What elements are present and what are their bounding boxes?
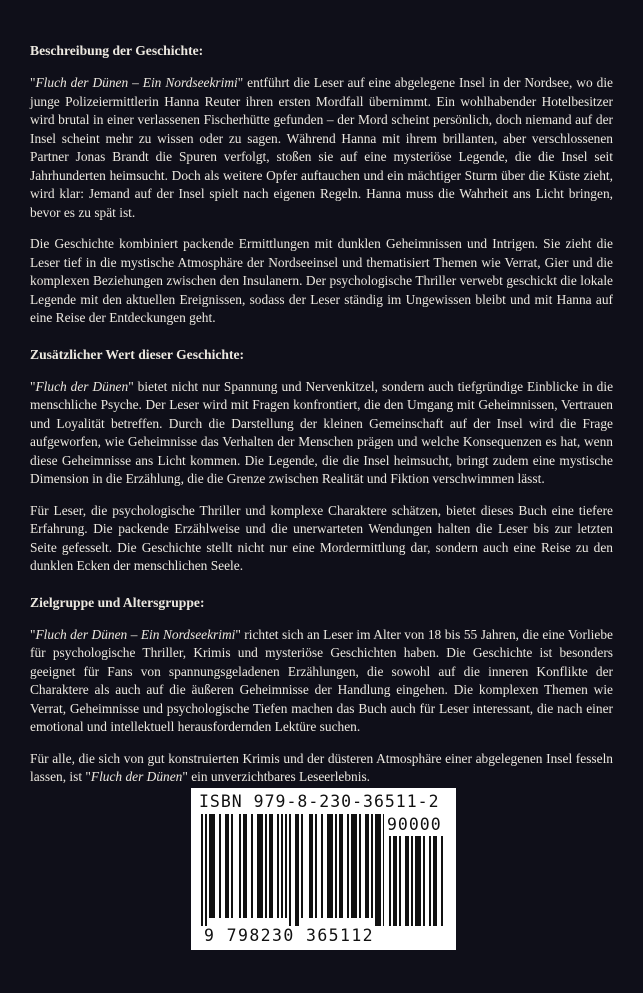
barcode-bar xyxy=(301,814,303,918)
addon-barcode xyxy=(387,836,449,931)
description-paragraph-2: Die Geschichte kombiniert packende Ermittlungen mit dunklen Geheimnissen und Intrigen. Sie zieht die Leser tief in die mystische Atmosphäre der Nordseeinsel und thematisiert Themen wie Verrat, Gier und die komplexen Beziehungen zwischen den Insulanern. Der psychologische Thriller verwebt geschickt die lokale Legende mit den aktuellen Ereignissen, sodass der Leser ständig im Ungewissen bleibt und mit Hanna auf eine Reise der Entdeckungen geht. xyxy=(30,236,613,325)
barcode-bar xyxy=(423,836,425,926)
barcode-bar xyxy=(433,836,437,926)
barcode-bar xyxy=(429,836,431,926)
barcode-bar xyxy=(243,814,247,918)
price-code: 90000 xyxy=(387,815,442,834)
section-heading-value: Zusätzlicher Wert dieser Geschichte: xyxy=(30,346,245,362)
barcode-bar xyxy=(415,836,421,926)
barcode-bar xyxy=(335,814,337,918)
description-paragraph-1: "Fluch der Dünen – Ein Nordseekrimi" entführt die Leser auf eine abgelegene Insel in der Nordsee, wo die junge Polizeiermittlerin Hanna Reuter ihren ersten Mordfall übernimmt. Ein wohlhabender Hotelbesitzer wird brutal in einer verlassenen Fischerhütte gefunden – der Mord scheint persönlich, doch niemand auf der Insel scheint mehr zu wissen oder zu sagen. Während Hanna mit ihrem brillanten, aber verschlossenen Partner Jonas Brandt die Spuren verfolgt, stoßen sie auf eine mysteriöse Legende, die die Insel seit Jahrhunderten heimsucht. Doch als weitere Opfer auftauchen und ein mächtiger Sturm über die Küste zieht, wird klar: Jemand auf der Insel spielt nach eigenen Regeln. Hanna muss die Wahrheit ans Licht bringen, bevor es zu spät ist. xyxy=(30,75,613,220)
barcode-bar xyxy=(347,814,349,918)
barcode-bar xyxy=(269,814,273,918)
section-heading-description: Beschreibung der Geschichte: xyxy=(30,43,204,58)
barcode-bar xyxy=(441,836,443,926)
barcode-bar xyxy=(339,814,343,918)
book-title: Fluch der Dünen – Ein Nordseekrimi xyxy=(35,626,236,642)
barcode-bar xyxy=(281,814,283,918)
barcode-bar xyxy=(277,814,279,918)
barcode-bar xyxy=(295,814,299,926)
barcode-bar xyxy=(205,814,207,926)
barcode-bar xyxy=(375,814,381,926)
section-heading-audience: Zielgruppe und Altersgruppe: xyxy=(30,594,205,610)
barcode-bar xyxy=(225,814,229,918)
barcode-bar xyxy=(321,814,323,918)
isbn-label: ISBN 979-8-230-36511-2 xyxy=(199,792,440,811)
barcode-bar xyxy=(239,814,241,918)
barcode-bar xyxy=(389,836,391,926)
barcode-bar xyxy=(265,814,267,918)
barcode-bar xyxy=(231,814,233,918)
ean-digits: 9 798230 365112 xyxy=(203,926,374,945)
barcode-bar xyxy=(383,814,384,926)
barcode-bar xyxy=(393,836,397,926)
barcode-bar xyxy=(359,814,361,918)
barcode-bar xyxy=(219,814,221,918)
barcode-bar xyxy=(411,836,413,926)
barcode-bar xyxy=(365,814,369,918)
audience-paragraph-1: "Fluch der Dünen – Ein Nordseekrimi" richtet sich an Leser im Alter von 18 bis 55 Jahren, die eine Vorliebe für psychologische Thriller, Krimis und mysteriöse Geschichten haben. Die Geschichte ist besonders geeignet für Fans von spannungsgeladenen Erzählungen, die sowohl auf die inneren Konflikte der Charaktere als auch auf die äußeren Geheimnisse der Handlung eingehen. Die komplexen Themen wie Verrat, Geheimnisse und psychologische Tiefen machen das Buch auch für Leser interessant, die nach einer emotional und intellektuell herausfordernden Lektüre suchen. xyxy=(30,626,613,734)
blurb-text xyxy=(30,42,613,800)
barcode-bar xyxy=(405,836,409,926)
book-title: Fluch der Dünen – Ein Nordseekrimi xyxy=(35,75,238,90)
book-title: Fluch der Dünen xyxy=(90,769,183,784)
barcode-bar xyxy=(285,814,287,918)
barcode-bar xyxy=(351,814,357,918)
barcode-bar xyxy=(399,836,401,926)
isbn-barcode-box xyxy=(191,788,456,950)
barcode-bar xyxy=(201,814,203,926)
barcode-bar xyxy=(257,814,263,918)
barcode-bar xyxy=(315,814,317,918)
barcode-bar xyxy=(309,814,313,918)
value-paragraph-1: "Fluch der Dünen" bietet nicht nur Spannung und Nervenkitzel, sondern auch tiefgründige Einblicke in die menschliche Psyche. Der Leser wird mit Fragen konfrontiert, die den Umgang mit Geheimnissen, Vertrauen und Loyalität betreffen. Durch die Darstellung der kleinen Gemeinschaft auf der Insel wird die Frage aufgeworfen, wie Geheimnisse das Verhalten der Menschen prägen und welche Konsequenzen es hat, wenn diese Geheimnisse ans Licht kommen. Die Legende, die die Insel heimsucht, bringt zudem eine mystische Dimension in die Erzählung, die die Grenze zwischen Realität und Fiktion verschwimmen lässt. xyxy=(30,378,614,486)
barcode-bar xyxy=(289,814,291,926)
barcode-bar xyxy=(251,814,253,918)
barcode-bar xyxy=(209,814,215,918)
audience-paragraph-2: Für alle, die sich von gut konstruierten Krimis und der düsteren Atmosphäre einer abgelegenen Insel fesseln lassen, ist "Fluch der Dünen" ein unverzichtbares Leseerlebnis. xyxy=(30,750,613,784)
barcode-bar xyxy=(327,814,333,918)
ean-barcode xyxy=(199,814,384,930)
barcode-bar xyxy=(371,814,373,918)
value-paragraph-2: Für Leser, die psychologische Thriller und komplexe Charaktere schätzen, bietet dieses Buch eine tiefere Erfahrung. Die packende Erzählweise und die unerwarteten Wendungen halten die Leser bis zur letzten Seite gefesselt. Die Geschichte stellt nicht nur eine Mordermittlung dar, sondern auch eine Reise zu den dunklen Ecken der menschlichen Seele. xyxy=(30,502,613,573)
book-title: Fluch der Dünen xyxy=(35,378,129,394)
